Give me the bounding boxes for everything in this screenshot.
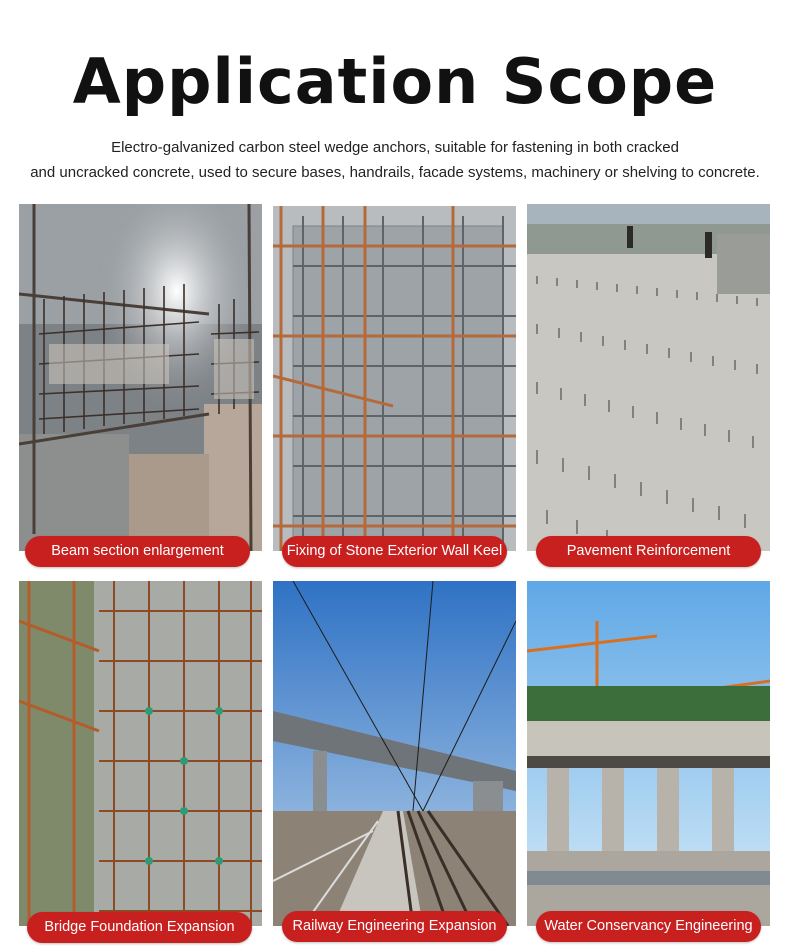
- label-water-conservancy: Water Conservancy Engineering: [536, 911, 761, 942]
- application-card-pavement: [527, 204, 770, 568]
- application-card-bridge-foundation: [19, 581, 262, 943]
- application-card-wall-keel: [273, 206, 516, 568]
- application-card-water-conservancy: [527, 581, 770, 943]
- label-beam-section: Beam section enlargement: [25, 536, 250, 567]
- water-conservancy-photo: [527, 581, 770, 926]
- bridge-foundation-photo: [19, 581, 262, 926]
- description-line-1: Electro-galvanized carbon steel wedge anchors, suitable for fastening in both cracked: [111, 139, 679, 156]
- page-title: Application Scope: [72, 45, 718, 118]
- pavement-photo: [527, 204, 770, 551]
- label-bridge-foundation: Bridge Foundation Expansion: [27, 912, 252, 943]
- wall-keel-photo: [273, 206, 516, 551]
- application-card-beam-section: [19, 204, 262, 568]
- application-card-railway: [273, 581, 516, 943]
- beam-section-photo: [19, 204, 262, 551]
- label-pavement: Pavement Reinforcement: [536, 536, 761, 567]
- label-wall-keel: Fixing of Stone Exterior Wall Keel: [282, 536, 507, 567]
- railway-photo: [273, 581, 516, 926]
- label-railway: Railway Engineering Expansion: [282, 911, 507, 942]
- description-line-2: and uncracked concrete, used to secure bases, handrails, facade systems, machinery or shelving to concrete.: [30, 164, 760, 181]
